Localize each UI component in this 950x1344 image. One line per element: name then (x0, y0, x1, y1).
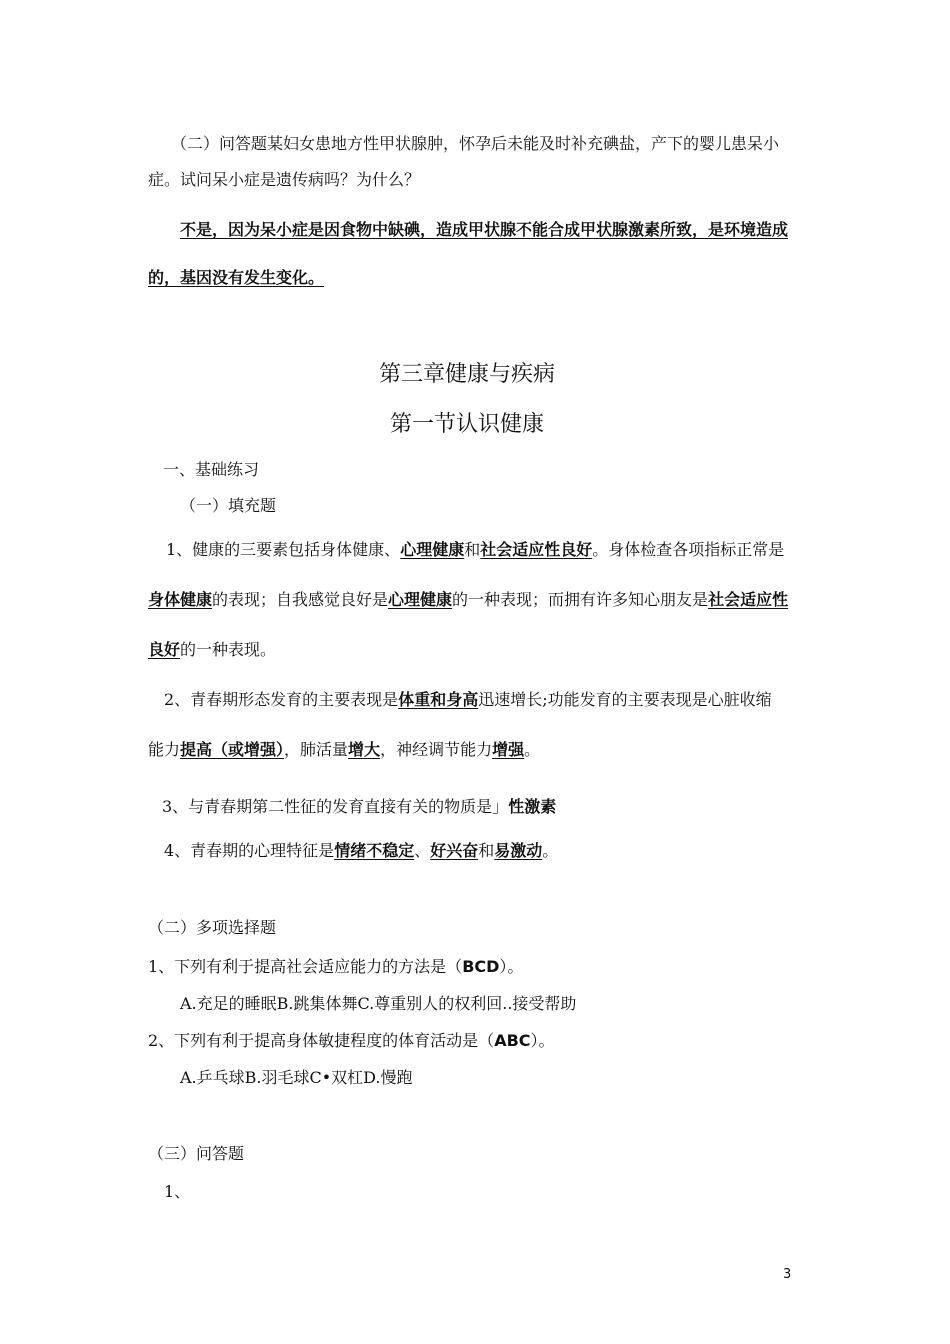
question-2-line1 (164, 692, 772, 708)
text: 1、健康的三要素包括身体健康、 (166, 540, 401, 559)
answer: 心理健康 (400, 540, 465, 559)
page-number: 3 (783, 1267, 792, 1282)
text: 和 (464, 540, 481, 559)
answer: 心理健康 (388, 590, 453, 609)
answer: 性激素 (508, 797, 557, 816)
prev-question-line1: （二）问答题某妇女患地方性甲状腺肿，怀孕后未能及时补充碘盐，产下的婴儿患呆小 (171, 134, 780, 153)
text: ）。 (499, 957, 524, 976)
text: 1、下列有利于提高社会适应能力的方法是（ (148, 957, 463, 976)
answer: ABC (494, 1031, 531, 1050)
text: 和 (478, 841, 495, 860)
question-4 (164, 843, 558, 859)
answer: BCD (462, 957, 500, 976)
answer: 提高（或增强） (180, 740, 285, 759)
multiple-choice-heading: （二）多项选择题 (148, 918, 277, 937)
answer: 增强 (492, 740, 525, 759)
question-1-line1 (166, 542, 784, 558)
text: 。身体检查各项指标正常是 (592, 540, 785, 559)
question-3 (162, 799, 556, 815)
chapter-title: 第三章健康与疾病 (378, 362, 555, 387)
text: 4、青春期的心理特征是 (164, 841, 335, 860)
answer: 情绪不稳定 (334, 841, 415, 860)
question-1-line3 (148, 642, 276, 658)
mc-question-2 (148, 1033, 555, 1049)
question-1-line2 (148, 592, 788, 608)
answer: 易激动 (494, 841, 543, 860)
text: 。 (542, 841, 559, 860)
qa-heading: （三）问答题 (148, 1144, 245, 1163)
answer: 好兴奋 (430, 841, 479, 860)
answer: 社会适应性 (708, 590, 789, 609)
qa-question-1: 1、 (164, 1182, 191, 1201)
text: 2、青春期形态发育的主要表现是 (164, 690, 399, 709)
fill-blank-heading: （一）填充题 (180, 496, 277, 515)
text: 3、与青春期第二性征的发育直接有关的物质是」 (162, 797, 509, 816)
text: 、 (414, 841, 431, 860)
mc-options-1: A.充足的睡眠B.跳集体舞C.尊重别人的权利回..接受帮助 (180, 994, 577, 1013)
part-heading: 一、基础练习 (163, 460, 260, 479)
text: 2、下列有利于提高身体敏捷程度的体育活动是（ (148, 1031, 495, 1050)
text: 的一种表现；而拥有许多知心朋友是 (452, 590, 709, 609)
prev-answer-line1: 不是，因为呆小症是因食物中缺碘，造成甲状腺不能合成甲状腺激素所致，是环境造成 (180, 220, 789, 239)
text: 的一种表现。 (180, 640, 277, 659)
prev-answer-line2: 的，基因没有发生变化。 (148, 268, 325, 287)
mc-options-2: A.乒乓球B.羽毛球C•双杠D.慢跑 (180, 1068, 413, 1087)
answer: 良好 (148, 640, 181, 659)
question-2-line2 (148, 742, 540, 758)
text: 。 (524, 740, 541, 759)
prev-question-line2: 症。试问呆小症是遗传病吗？为什么？ (148, 170, 421, 189)
mc-question-1 (148, 959, 523, 975)
answer: 社会适应性良好 (480, 540, 593, 559)
section-title: 第一节认识健康 (389, 412, 544, 437)
answer: 身体健康 (148, 590, 213, 609)
text: ，神经调节能力 (380, 740, 493, 759)
text: 能力 (148, 740, 181, 759)
text: 的表现；自我感觉良好是 (212, 590, 389, 609)
answer: 增大 (348, 740, 381, 759)
text: 迅速增长;功能发育的主要表现是心脏收缩 (478, 690, 772, 709)
text: ，肺活量 (284, 740, 349, 759)
answer: 体重和身高 (398, 690, 479, 709)
text: ）。 (530, 1031, 555, 1050)
